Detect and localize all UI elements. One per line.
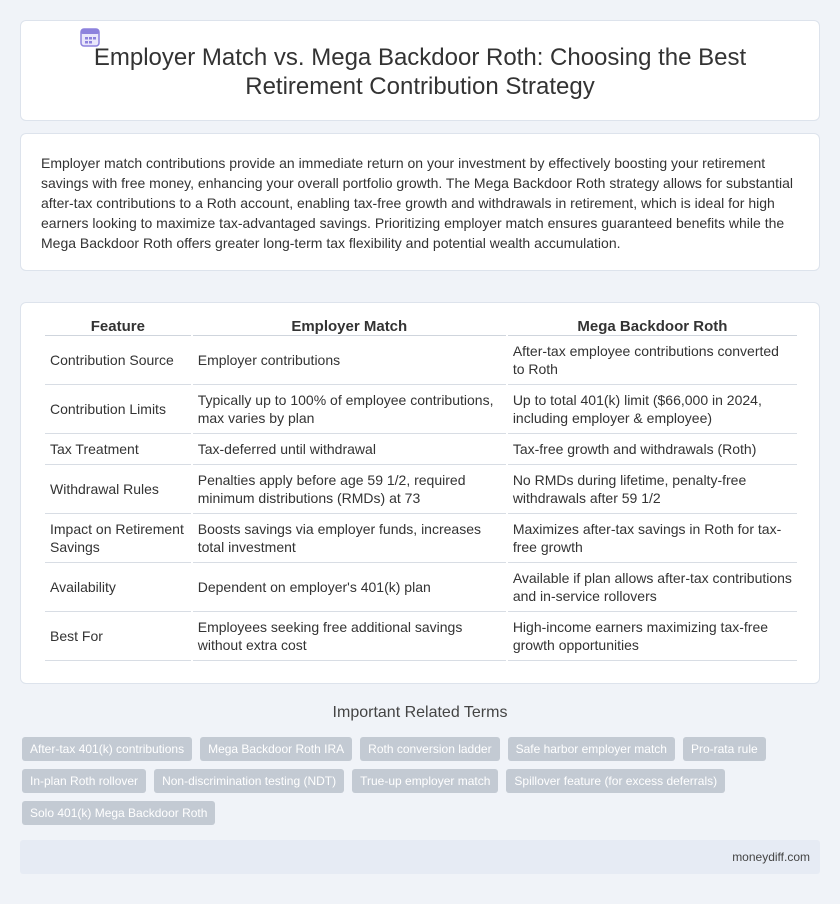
comparison-table — [43, 314, 799, 661]
row-employer-match: Dependent on employer's 401(k) plan — [193, 563, 506, 612]
row-employer-match: Typically up to 100% of employee contributions, max varies by plan — [193, 385, 506, 434]
row-feature: Tax Treatment — [45, 434, 191, 465]
table-row — [45, 465, 797, 514]
intro-card — [20, 133, 820, 271]
related-terms-list — [22, 737, 812, 833]
row-feature: Contribution Limits — [45, 385, 191, 434]
page-title: Employer Match vs. Mega Backdoor Roth: Choosing the Best Retirement Contribution Strategy — [93, 44, 747, 100]
row-feature: Availability — [45, 563, 191, 612]
row-mega-backdoor-roth: No RMDs during lifetime, penalty-free withdrawals after 59 1/2 — [508, 465, 797, 514]
related-term-tag[interactable]: Pro-rata rule — [683, 737, 766, 761]
table-row — [45, 612, 797, 661]
header-employer-match: Employer Match — [193, 314, 506, 336]
row-mega-backdoor-roth: High-income earners maximizing tax-free growth opportunities — [508, 612, 797, 661]
row-employer-match: Tax-deferred until withdrawal — [193, 434, 506, 465]
row-mega-backdoor-roth: After-tax employee contributions converted to Roth — [508, 336, 797, 385]
header-mega-backdoor-roth: Mega Backdoor Roth — [508, 314, 797, 336]
row-feature: Best For — [45, 612, 191, 661]
row-mega-backdoor-roth: Available if plan allows after-tax contributions and in-service rollovers — [508, 563, 797, 612]
header-feature: Feature — [45, 314, 191, 336]
related-term-tag[interactable]: Safe harbor employer match — [508, 737, 675, 761]
footer-site-link[interactable]: moneydiff.com — [732, 850, 810, 864]
table-row — [45, 336, 797, 385]
row-mega-backdoor-roth: Up to total 401(k) limit ($66,000 in 2024, including employer & employee) — [508, 385, 797, 434]
title-card — [20, 20, 820, 121]
row-mega-backdoor-roth: Maximizes after-tax savings in Roth for tax-free growth — [508, 514, 797, 563]
comparison-card — [20, 302, 820, 684]
row-employer-match: Boosts savings via employer funds, increases total investment — [193, 514, 506, 563]
related-terms-heading: Important Related Terms — [332, 704, 508, 721]
related-term-tag[interactable]: Spillover feature (for excess deferrals) — [506, 769, 725, 793]
table-row — [45, 563, 797, 612]
table-row — [45, 385, 797, 434]
table-row — [45, 434, 797, 465]
related-term-tag[interactable]: Solo 401(k) Mega Backdoor Roth — [22, 801, 215, 825]
footer — [20, 840, 820, 874]
row-employer-match: Employees seeking free additional savings without extra cost — [193, 612, 506, 661]
row-mega-backdoor-roth: Tax-free growth and withdrawals (Roth) — [508, 434, 797, 465]
related-term-tag[interactable]: Roth conversion ladder — [360, 737, 499, 761]
row-feature: Impact on Retirement Savings — [45, 514, 191, 563]
row-employer-match: Employer contributions — [193, 336, 506, 385]
related-term-tag[interactable]: Non-discrimination testing (NDT) — [154, 769, 344, 793]
row-employer-match: Penalties apply before age 59 1/2, required minimum distributions (RMDs) at 73 — [193, 465, 506, 514]
table-row — [45, 514, 797, 563]
related-term-tag[interactable]: True-up employer match — [352, 769, 498, 793]
row-feature: Withdrawal Rules — [45, 465, 191, 514]
related-term-tag[interactable]: Mega Backdoor Roth IRA — [200, 737, 352, 761]
intro-paragraph: Employer match contributions provide an immediate return on your investment by effectively boosting your retirement savings with free money, enhancing your overall portfolio growth. The Mega Backdoor Roth strategy allows for substantial after-tax contributions to a Roth account, enabling tax-free growth and withdrawals in retirement, which is ideal for high earners looking to maximize tax-advantaged savings. Prioritizing employer match ensures guaranteed benefits while the Mega Backdoor Roth offers greater long-term tax flexibility and potential wealth accumulation. — [41, 155, 793, 251]
row-feature: Contribution Source — [45, 336, 191, 385]
related-term-tag[interactable]: After-tax 401(k) contributions — [22, 737, 192, 761]
related-term-tag[interactable]: In-plan Roth rollover — [22, 769, 146, 793]
